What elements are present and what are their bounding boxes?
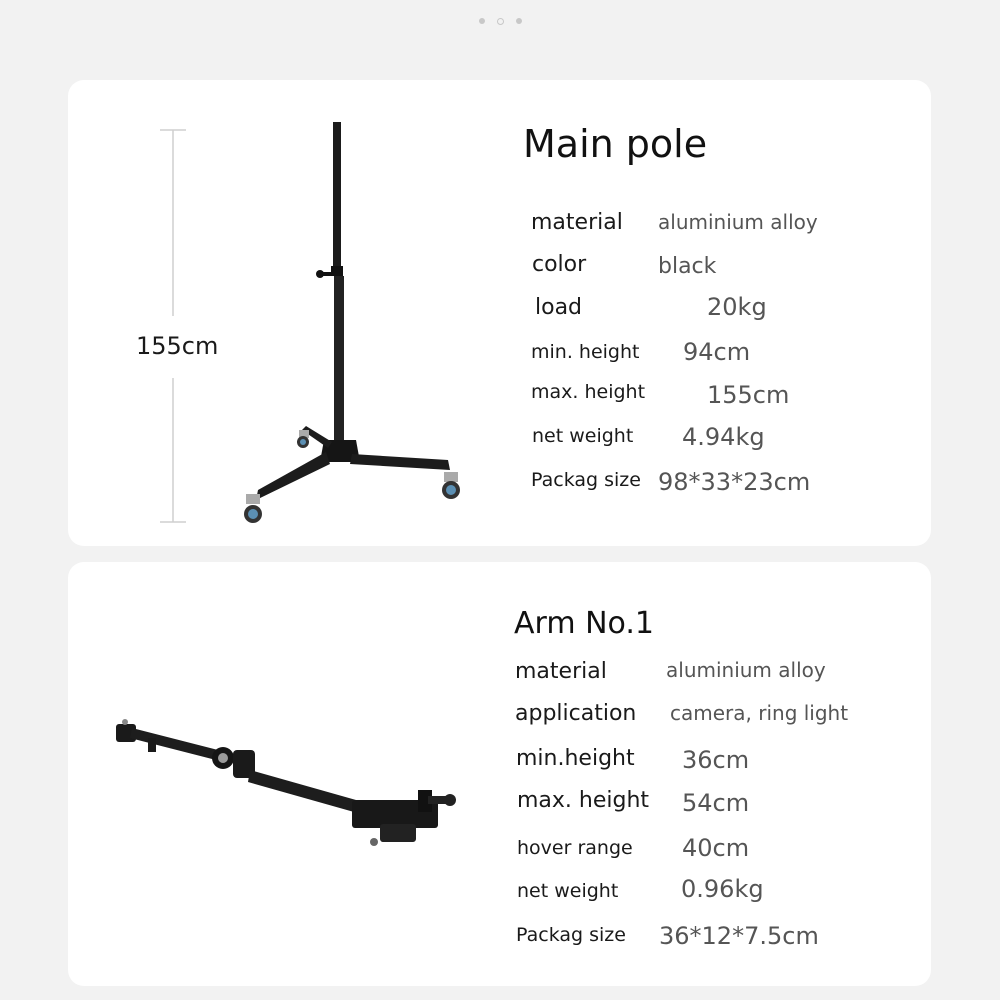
carousel-dot-2[interactable] <box>497 18 504 25</box>
arm-spec-label-max-height: max. height <box>517 788 650 813</box>
spec-label-color: color <box>532 252 587 277</box>
arm-spec-value-net-weight: 0.96kg <box>681 875 764 903</box>
arm-spec-value-application: camera, ring light <box>670 701 849 725</box>
spec-label-net-weight: net weight <box>532 425 634 447</box>
carousel-dot-1[interactable] <box>479 18 485 24</box>
spec-label-package-size: Packag size <box>531 469 641 491</box>
arm-spec-value-material: aluminium alloy <box>666 658 826 682</box>
main-pole-card <box>68 80 931 546</box>
spec-value-min-height: 94cm <box>683 338 751 366</box>
spec-value-package-size: 98*33*23cm <box>658 468 811 496</box>
spec-label-load: load <box>535 295 583 320</box>
arm-spec-label-net-weight: net weight <box>517 880 619 902</box>
spec-label-max-height: max. height <box>531 381 646 403</box>
carousel-dots <box>0 18 1000 25</box>
arm-spec-value-min-height: 36cm <box>682 746 750 774</box>
arm-spec-label-application: application <box>515 701 637 726</box>
spec-value-net-weight: 4.94kg <box>682 423 765 451</box>
height-dimension-label: 155cm <box>136 332 219 360</box>
spec-label-min-height: min. height <box>531 341 640 363</box>
arm-card <box>68 562 931 986</box>
spec-value-color: black <box>658 254 717 279</box>
spec-value-load: 20kg <box>707 293 767 321</box>
arm-title: Arm No.1 <box>514 606 654 641</box>
arm-spec-value-hover-range: 40cm <box>682 834 750 862</box>
spec-label-material: material <box>531 210 623 235</box>
spec-value-max-height: 155cm <box>707 381 790 409</box>
arm-spec-label-hover-range: hover range <box>517 837 633 859</box>
spec-value-material: aluminium alloy <box>658 210 818 234</box>
main-pole-title: Main pole <box>523 122 708 166</box>
arm-spec-label-material: material <box>515 659 607 684</box>
arm-spec-label-package-size: Packag size <box>516 924 626 946</box>
arm-spec-label-min-height: min.height <box>516 746 635 771</box>
arm-spec-value-package-size: 36*12*7.5cm <box>659 922 819 950</box>
arm-spec-value-max-height: 54cm <box>682 789 750 817</box>
carousel-dot-3[interactable] <box>516 18 522 24</box>
